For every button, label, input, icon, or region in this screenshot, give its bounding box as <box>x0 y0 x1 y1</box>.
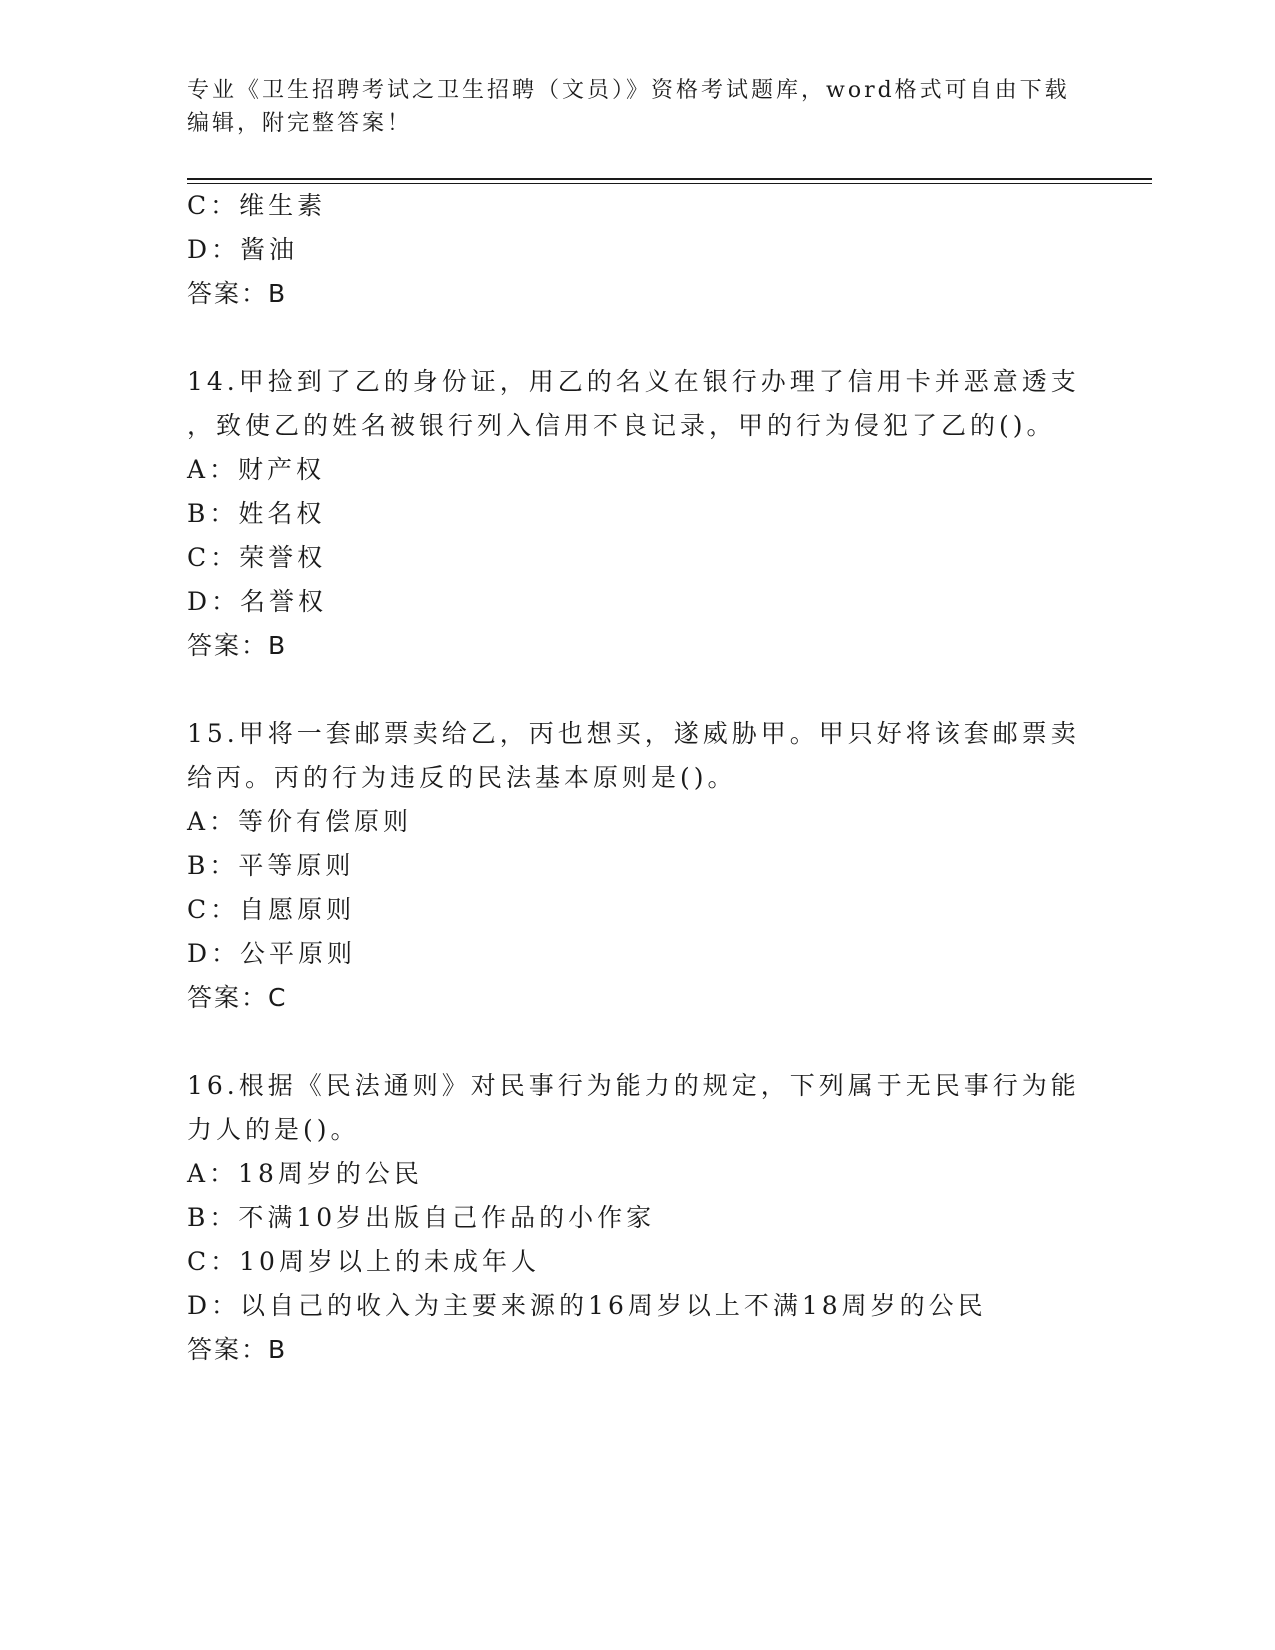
q15-option-b: B：平等原则 <box>187 851 355 880</box>
q14-stem-line-1: 14.甲捡到了乙的身份证，用乙的名义在银行办理了信用卡并恶意透支 <box>187 367 1080 396</box>
prev-option-c: C：维生素 <box>187 191 327 220</box>
q14-option-a: A：财产权 <box>187 455 326 484</box>
q16-option-a: A：18周岁的公民 <box>187 1159 423 1188</box>
header-divider <box>187 178 1152 180</box>
q15-option-c: C：自愿原则 <box>187 895 356 924</box>
q14-option-c: C：荣誉权 <box>187 543 327 572</box>
document-header <box>187 74 1087 140</box>
q14-stem-line-2: ，致使乙的姓名被银行列入信用不良记录，甲的行为侵犯了乙的()。 <box>187 411 1056 440</box>
q14-option-d: D：名誉权 <box>187 587 328 616</box>
q15-stem-line-2: 给丙。丙的行为违反的民法基本原则是()。 <box>187 763 737 792</box>
q16-stem-line-1: 16.根据《民法通则》对民事行为能力的规定，下列属于无民事行为能 <box>187 1071 1080 1100</box>
q14-option-b: B：姓名权 <box>187 499 326 528</box>
q14-answer: 答案：B <box>187 631 288 660</box>
q16-option-d: D：以自己的收入为主要来源的16周岁以上不满18周岁的公民 <box>187 1291 987 1320</box>
header-line-1: 专业《卫生招聘考试之卫生招聘（文员）》资格考试题库，word格式可自由下载 <box>187 78 1070 103</box>
q15-answer: 答案：C <box>187 983 288 1012</box>
q16-option-c: C：10周岁以上的未成年人 <box>187 1247 540 1276</box>
header-divider-thin <box>187 183 1152 184</box>
q16-stem-line-2: 力人的是()。 <box>187 1115 360 1144</box>
q15-stem-line-1: 15.甲将一套邮票卖给乙，丙也想买，遂威胁甲。甲只好将该套邮票卖 <box>187 719 1080 748</box>
header-line-2: 编辑，附完整答案！ <box>187 111 413 136</box>
q15-option-d: D：公平原则 <box>187 939 357 968</box>
q15-option-a: A：等价有偿原则 <box>187 807 413 836</box>
q16-answer: 答案：B <box>187 1335 288 1364</box>
prev-answer: 答案：B <box>187 279 288 308</box>
prev-option-d: D：酱油 <box>187 235 299 264</box>
q16-option-b: B：不满10岁出版自己作品的小作家 <box>187 1203 656 1232</box>
